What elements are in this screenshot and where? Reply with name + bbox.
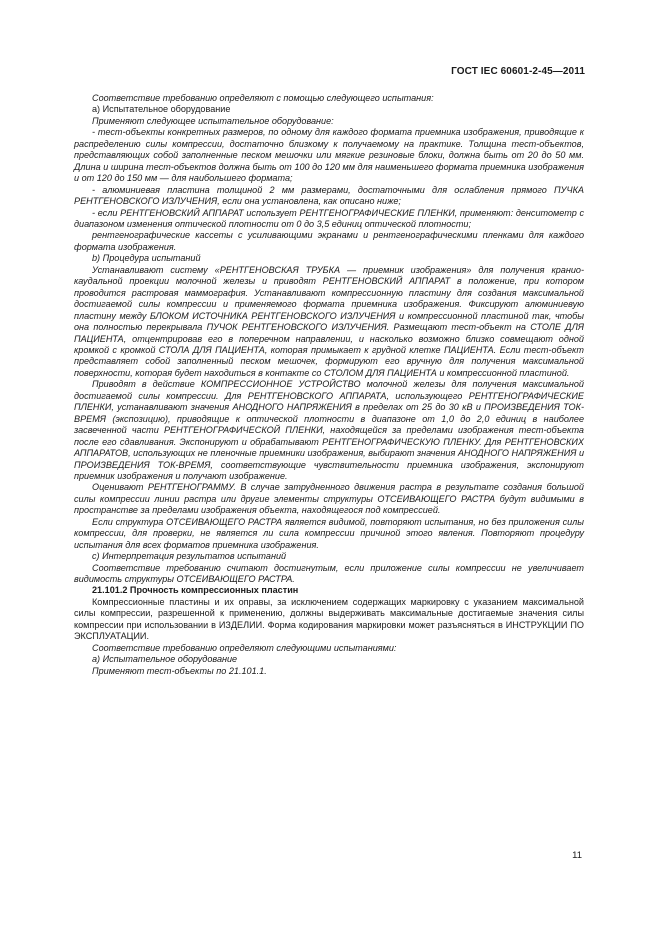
paragraph: a) Испытательное оборудование <box>92 104 231 115</box>
paragraph: Компрессионные пластины и их оправы, за исключением содержащих маркировку с указанием максимальной силы компрессии, разрешенной к применению, должны выдерживать максимальные достигаемые значения силы компрессии при использовании в ИЗДЕЛИИ. Форма кодирования маркировки может разъясняться в ИНСТРУКЦИИ ПО ЭКСПЛУАТАЦИИ. <box>74 596 584 642</box>
paragraph: c) Интерпретация результатов испытаний <box>92 551 287 562</box>
paragraph: a) Испытательное оборудование <box>92 654 238 665</box>
paragraph: Если структура ОТСЕИВАЮЩЕГО РАСТРА является видимой, повторяют испытания, но без приложения силы компрессии, для проверки, не является ли сила компрессии причиной этого явления. Повторяют процедуру испытания для всех форматов приемника изображения. <box>74 516 584 550</box>
paragraph: - тест-объекты конкретных размеров, по одному для каждого формата приемника изображения, приводящие к распределению силы компрессии, достаточно близкому к получаемому на практике. Толщина тест-объектов, представляющих собой заполненные песком мешочки или мягкие резиновые блоки, должна быть от 20 до 50 мм. Длина и ширина тест-объектов должна быть от 100 до 120 мм для наименьшего формата приемника изображения и от 120 до 150 мм — для наибольшего формата; <box>74 127 584 184</box>
paragraph: Соответствие требованию определяют следующими испытаниями: <box>92 642 397 653</box>
paragraph: - если РЕНТГЕНОВСКИЙ АППАРАТ использует РЕНТГЕНОГРАФИЧЕСКИЕ ПЛЕНКИ, применяют: денситометр с диапазоном изменения оптической плотности от 0 до 3,5 единиц оптической плотности; <box>74 207 584 229</box>
paragraph: Оценивают РЕНТГЕНОГРАММУ. В случае затрудненного движения растра в результате создания большой силы компрессии линии растра или другие элементы структуры ОТСЕИВАЮЩЕГО РАСТРА будут видимыми в пространстве за пределами изображения объекта, находящегося под компрессией. <box>74 482 584 516</box>
paragraph: Соответствие требованию считают достигнутым, если приложение силы компрессии не увеличивает видимость структуры ОТСЕИВАЮЩЕГО РАСТРА. <box>74 562 584 585</box>
paragraph: Устанавливают систему «РЕНТГЕНОВСКАЯ ТРУБКА — приемник изображения» для получения кранио-каудальной проекции молочной железы и приводят РЕНТГЕНОВСКИЙ АППАРАТ в положение, при котором проводится растровая маммография. Устанавливают компрессионную пластину для создания максимальной достигаемой силы компрессии и применяемого формата приемника изображения. Фиксируют алюминиевую пластину между БЛОКОМ ИСТОЧНИКА РЕНТГЕНОВСКОГО ИЗЛУЧЕНИЯ и компрессионной пластиной так, чтобы она полностью перекрывала ПУЧОК РЕНТГЕНОВСКОГО ИЗЛУЧЕНИЯ. Размещают тест-объект на СТОЛЕ ДЛЯ ПАЦИЕНТА, отцентрировав его в поперечном направлении, и насколько возможно близко совмещают одной кромкой с кромкой СТОЛА ДЛЯ ПАЦИЕНТА, которая примыкает к грудной клетке ПАЦИЕНТА. Если тест-объект представляет собой заполненный песком мешочек, формируют его вручную для получения максимальной поверхности, которая будет находиться в контакте со СТОЛОМ ДЛЯ ПАЦИЕНТА и компрессионной пластиной. <box>74 264 584 378</box>
paragraph: рентгенографические кассеты с усиливающими экранами и рентгенографическими пленками для каждого формата изображения. <box>74 230 584 252</box>
paragraph: b) Процедура испытаний <box>92 253 201 264</box>
paragraph: Приводят в действие КОМПРЕССИОННОЕ УСТРОЙСТВО молочной железы для получения максимальной достигаемой силы компрессии. Для РЕНТГЕНОВСКОГО АППАРАТА, использующего РЕНТГЕНОГРАФИЧЕСКИЕ ПЛЕНКИ, устанавливают значения АНОДНОГО НАПРЯЖЕНИЯ в пределах от 25 до 30 кВ и ПРОИЗВЕДЕНИЯ ТОК-ВРЕМЯ (экспозицию), приводящие к оптической плотности в диапазоне от 1,0 до 2,0 единиц в наиболее засвеченной части РЕНТГЕНОГРАФИЧЕСКОЙ ПЛЕНКИ, находящейся за пределами изображения тест-объекта после его сдавливания. Экспонируют и обрабатывают РЕНТГЕНОГРАФИЧЕСКУЮ ПЛЕНКУ. Для РЕНТГЕНОВСКИХ АППАРАТОВ, использующих не пленочные приемники изображения, выбирают значения АНОДНОГО НАПРЯЖЕНИЯ и ПРОИЗВЕДЕНИЯ ТОК-ВРЕМЯ, соответствующие чувствительности приемника изображения, экспонируют приемник изображения и получают изображение. <box>74 379 584 481</box>
paragraph: Применяют тест-объекты по 21.101.1. <box>92 665 267 676</box>
body-text <box>74 93 584 677</box>
paragraph: Соответствие требованию определяют с помощью следующего испытания: <box>92 93 434 103</box>
standard-header: ГОСТ IEC 60601-2-45—2011 <box>451 66 585 77</box>
paragraph: Применяют следующее испытательное оборудование: <box>92 115 334 126</box>
paragraph: - алюминиевая пластина толщиной 2 мм размерами, достаточными для ослабления прямого ПУЧКА РЕНТГЕНОВСКОГО ИЗЛУЧЕНИЯ, если она установлена, как описано ниже; <box>74 184 584 207</box>
page-number: 11 <box>572 850 582 861</box>
paragraph: 21.101.2 Прочность компрессионных пластин <box>92 585 299 596</box>
